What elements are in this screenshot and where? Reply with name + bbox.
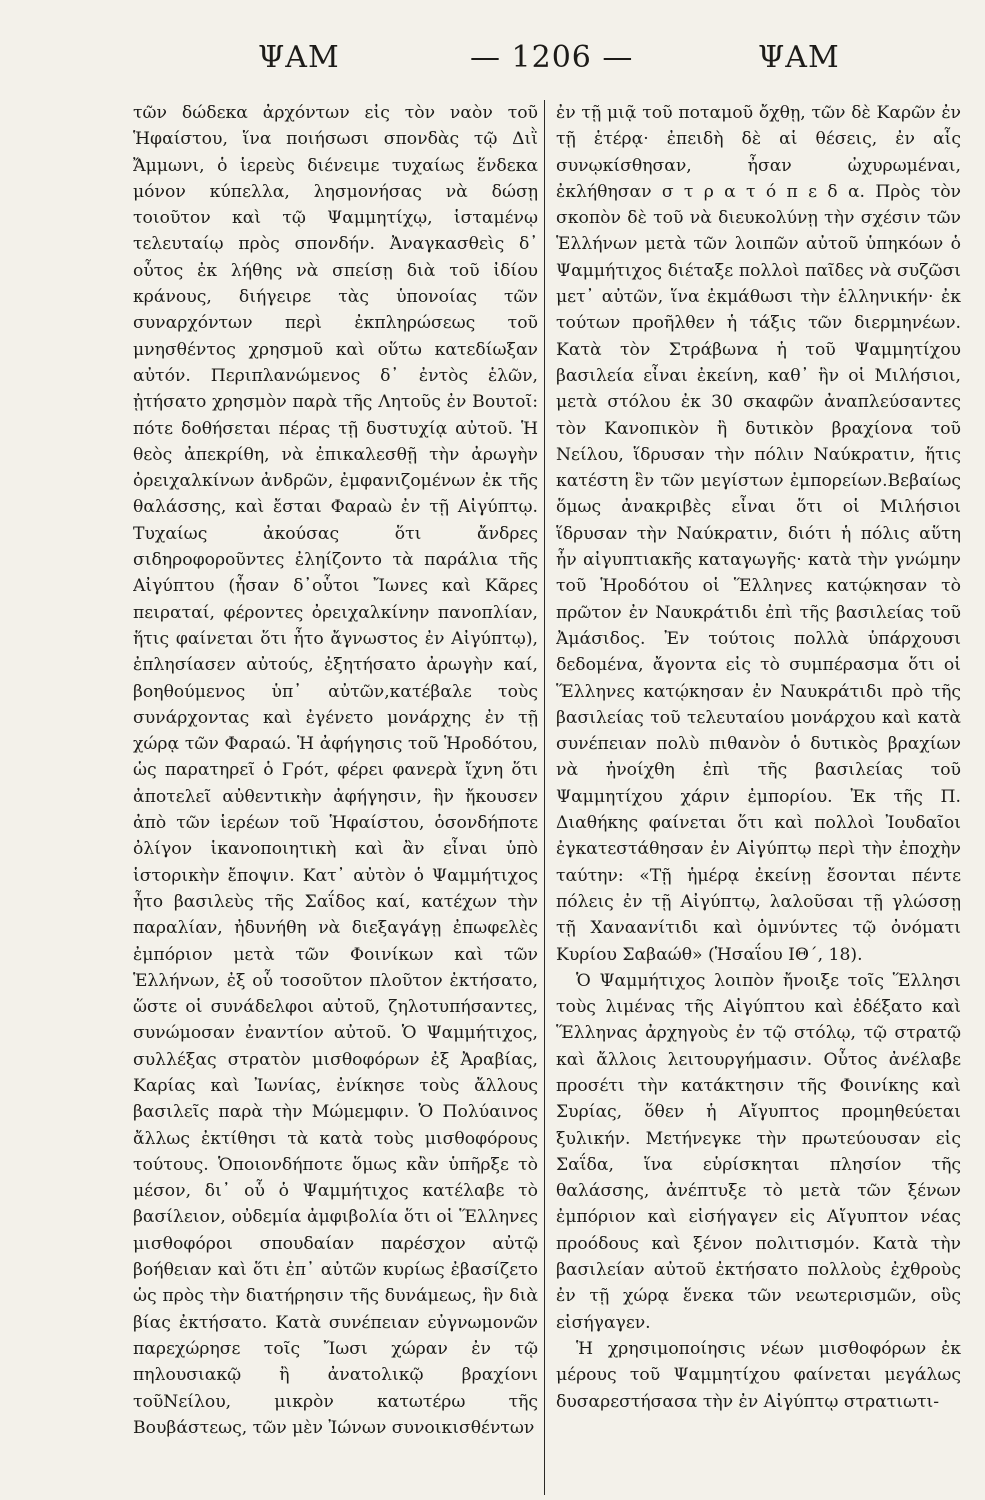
column-divider <box>544 100 545 1495</box>
header-right-keyword: ΨΑΜ <box>758 40 840 75</box>
running-header <box>0 40 985 90</box>
paragraph: Ἡ χρησιμοποίησις νέων μισθοφόρων ἐκ μέρους τοῦ Ψαμμητίχου φαίνεται μεγάλως δυσαρεστήσασα τὴν ἐν Αἰγύπτῳ στρατιωτι- <box>556 1338 961 1412</box>
page-number: — 1206 — <box>470 40 634 75</box>
right-text-column <box>556 100 961 1495</box>
paragraph: ἐν τῇ μιᾷ τοῦ ποταμοῦ ὄχθῃ, τῶν δὲ Καρῶν ἐν τῇ ἑτέρᾳ· ἐπειδὴ δὲ αἱ θέσεις, ἐν αἷς συνῳκίσθησαν, ἦσαν ὠχυρωμέναι, ἐκλήθησαν σ τ ρ α τ ό π ε δ α. Πρὸς τὸν σκοπὸν δὲ τοῦ νὰ διευκολύνῃ τὴν σχέσιν τῶν Ἑλλήνων μετὰ τῶν λοιπῶν αὐτοῦ ὑπηκόων ὁ Ψαμμήτιχος διέταξε πολλοὶ παῖδες νὰ συζῶσι μετ᾽ αὐτῶν, ἵνα ἐκμάθωσι τὴν ἑλληνικήν· ἐκ τούτων προῆλθεν ἡ τάξις τῶν διερμηνέων. Κατὰ τὸν Στράβωνα ἡ τοῦ Ψαμμητίχου βασιλεία εἶναι ἐκείνη, καθ᾽ ἣν οἱ Μιλήσιοι, μετὰ στόλου ἐκ 30 σκαφῶν ἀναπλεύσαντες τὸν Κανοπικὸν ἢ δυτικὸν βραχίονα τοῦ Νείλου, ἵδρυσαν τὴν πόλιν Ναύκρατιν, ἥτις κατέστη ἓν τῶν μεγίστων ἐμπορείων.Βεβαίως ὅμως ἀνακριβὲς εἶναι ὅτι οἱ Μιλήσιοι ἵδρυσαν τὴν Ναύκρατιν, διότι ἡ πόλις αὕτη ἦν αἰγυπτιακῆς καταγωγῆς· κατὰ τὴν γνώμην τοῦ Ἡροδότου οἱ Ἕλληνες κατῴκησαν τὸ πρῶτον ἐν Ναυκράτιδι ἐπὶ τῆς βασιλείας τοῦ Ἀμάσιδος. Ἐν τούτοις πολλὰ ὑπάρχουσι δεδομένα, ἄγοντα εἰς τὸ συμπέρασμα ὅτι οἱ Ἕλληνες κατῴκησαν ἐν Ναυκράτιδι πρὸ τῆς βασιλείας τοῦ τελευταίου μονάρχου καὶ κατὰ συνέπειαν πολὺ πιθανὸν ὁ δυτικὸς βραχίων νὰ ἠνοίχθη ἐπὶ τῆς βασιλείας τοῦ Ψαμμητίχου χάριν ἐμπορίου. Ἐκ τῆς Π. Διαθήκης φαίνεται ὅτι καὶ πολλοὶ Ἰουδαῖοι ἐγκατεστάθησαν ἐν Αἰγύπτῳ περὶ τὴν ἐποχὴν ταύτην: «Τῇ ἡμέρᾳ ἐκείνῃ ἔσονται πέντε πόλεις ἐν τῇ Αἰγύπτῳ, λαλοῦσαι τῇ γλώσσῃ τῇ Χαναανίτιδι καὶ ὀμνύντες τῷ ὀνόματι Κυρίου Σαβαώθ» (Ἡσαΐου ΙΘ´, 18). <box>556 103 961 965</box>
paragraph: Ὁ Ψαμμήτιχος λοιπὸν ἤνοιξε τοῖς Ἕλλησι τοὺς λιμένας τῆς Αἰγύπτου καὶ ἐδέξατο καὶ Ἕλληνας ἀρχηγοὺς ἐν τῷ στόλῳ, τῷ στρατῷ καὶ ἄλλοις λειτουργήμασιν. Οὗτος ἀνέλαβε προσέτι τὴν κατάκτησιν τῆς Φοινίκης καὶ Συρίας, ὅθεν ἡ Αἴγυπτος προμηθεύεται ξυλικήν. Μετήνεγκε τὴν πρωτεύουσαν εἰς Σαΐδα, ἵνα εὑρίσκηται πλησίον τῆς θαλάσσης, ἀνέπτυξε τὸ μετὰ τῶν ξένων ἐμπόριον καὶ εἰσήγαγεν εἰς Αἴγυπτον νέας προόδους καὶ ξένον πολιτισμόν. Κατὰ τὴν βασιλείαν αὐτοῦ ἐκτήσατο πολλοὺς ἐχθροὺς ἐν τῇ χώρᾳ ἕνεκα τῶν νεωτερισμῶν, οὓς εἰσήγαγεν. <box>556 970 961 1333</box>
header-left-keyword: ΨΑΜ <box>258 40 340 75</box>
left-text-column <box>133 100 538 1495</box>
paragraph: τῶν δώδεκα ἀρχόντων εἰς τὸν ναὸν τοῦ Ἡφαίστου, ἵνα ποιήσωσι σπονδὰς τῷ Διῒ Ἄμμωνι, ὁ ἱερεὺς διένειμε τυχαίως ἕνδεκα μόνον κύπελλα, λησμονήσας νὰ δώσῃ τοιοῦτον καὶ τῷ Ψαμμητίχῳ, ἱσταμένῳ τελευταίῳ πρὸς σπονδήν. Ἀναγκασθεὶς δ᾽ οὗτος ἐκ λήθης νὰ σπείσῃ διὰ τοῦ ἰδίου κράνους, διήγειρε τὰς ὑπονοίας τῶν συναρχόντων περὶ ἐκπληρώσεως τοῦ μνησθέντος χρησμοῦ καὶ οὕτω κατεδίωξαν αὐτόν. Περιπλανώμενος δ᾽ ἐντὸς ἑλῶν, ᾐτήσατο χρησμὸν παρὰ τῆς Λητοῦς ἐν Βουτοῖ: πότε δοθήσεται πέρας τῇ δυστυχίᾳ αὐτοῦ. Ἡ θεὸς ἀπεκρίθη, νὰ ἐπικαλεσθῇ τὴν ἀρωγὴν ὀρειχαλκίνων ἀνδρῶν, ἐμφανιζομένων ἐκ τῆς θαλάσσης, καὶ ἔσται Φαραὼ ἐν τῇ Αἰγύπτῳ. Τυχαίως ἀκούσας ὅτι ἄνδρες σιδηροφοροῦντες ἐληίζοντο τὰ παράλια τῆς Αἰγύπτου (ἦσαν δ᾽οὗτοι Ἴωνες καὶ Κᾶρες πειραταί, φέροντες ὀρειχαλκίνην πανοπλίαν, ἥτις φαίνεται ὅτι ἦτο ἄγνωστος ἐν Αἰγύπτῳ), ἐπλησίασεν αὐτούς, ἐξητήσατο ἀρωγὴν καί, βοηθούμενος ὑπ᾽ αὐτῶν,κατέβαλε τοὺς συνάρχοντας καὶ ἐγένετο μονάρχης ἐν τῇ χώρᾳ τῶν Φαραώ. Ἡ ἀφήγησις τοῦ Ἡροδότου, ὡς παρατηρεῖ ὁ Γρότ, φέρει φανερὰ ἴχνη ὅτι ἀποτελεῖ αὐθεντικὴν ἀφήγησιν, ἣν ἤκουσεν ἀπὸ τῶν ἱερέων τοῦ Ἡφαίστου, ὁσονδήποτε ὀλίγον ἱκανοποιητικὴ καὶ ἂν εἶναι ὑπὸ ἱστορικὴν ἔποψιν. Κατ᾽ αὐτὸν ὁ Ψαμμήτιχος ἦτο βασιλεὺς τῆς Σαΐδος καί, κατέχων τὴν παραλίαν, ἠδυνήθη νὰ διεξαγάγῃ ἐπωφελὲς ἐμπόριον μετὰ τῶν Φοινίκων καὶ τῶν Ἑλλήνων, ἐξ οὗ τοσοῦτον πλοῦτον ἐκτήσατο, ὥστε οἱ συνάδελφοι αὐτοῦ, ζηλοτυπήσαντες, συνώμοσαν ἐναντίον αὐτοῦ. Ὁ Ψαμμήτιχος, συλλέξας στρατὸν μισθοφόρων ἐξ Ἀραβίας, Καρίας καὶ Ἰωνίας, ἐνίκησε τοὺς ἄλλους βασιλεῖς παρὰ τὴν Μώμεμφιν. Ὁ Πολύαινος ἄλλως ἐκτίθησι τὰ κατὰ τοὺς μισθοφόρους τούτους. Ὁποιονδήποτε ὅμως κἂν ὑπῆρξε τὸ μέσον, δι᾽ οὗ ὁ Ψαμμήτιχος κατέλαβε τὸ βασίλειον, οὐδεμία ἀμφιβολία ὅτι οἱ Ἕλληνες μισθοφόροι σπουδαίαν παρέσχον αὐτῷ βοήθειαν καὶ ὅτι ἐπ᾽ αὐτῶν κυρίως ἐβασίζετο ὡς πρὸς τὴν διατήρησιν τῆς δυνάμεως, ἣν διὰ βίας ἐκτήσατο. Κατὰ συνέπειαν εὐγνωμονῶν παρεχώρησε τοῖς Ἴωσι χώραν ἐν τῷ πηλουσιακῷ ἢ ἀνατολικῷ βραχίονι τοῦΝείλου, μικρὸν κατωτέρω τῆς Βουβάστεως, τῶν μὲν Ἰώνων συνοικισθέντων <box>133 103 538 1438</box>
